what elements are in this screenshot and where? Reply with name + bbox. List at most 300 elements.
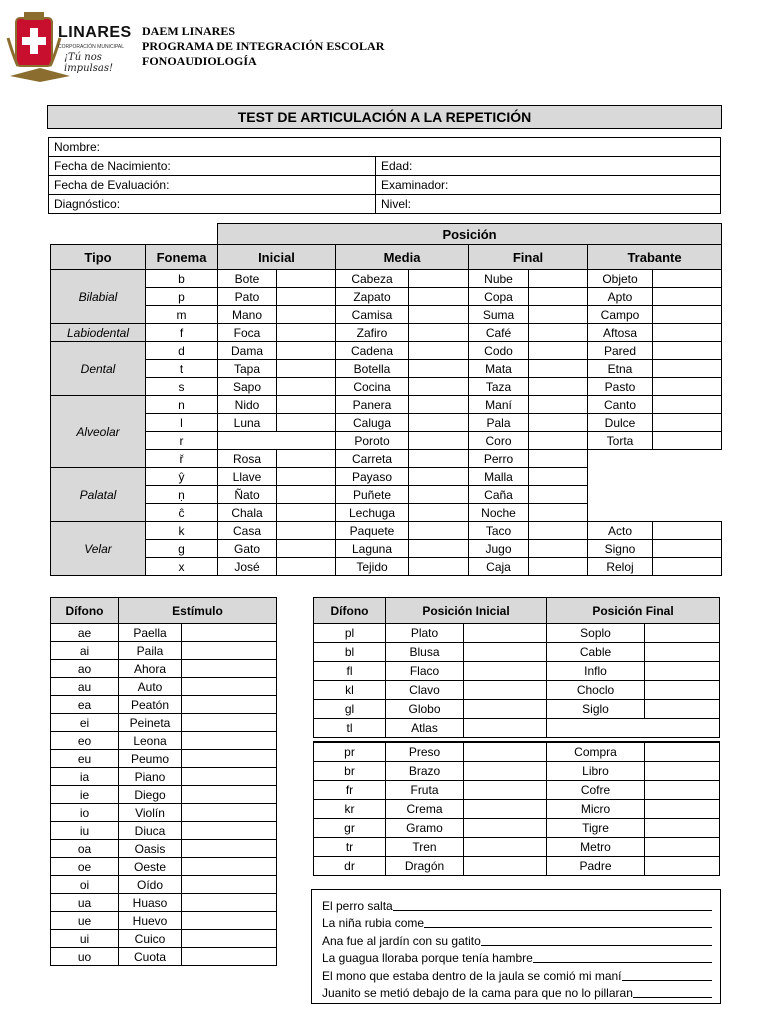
phoneme-cell: t [146, 360, 218, 378]
word-cell: Objeto [588, 270, 653, 288]
nombre-field[interactable]: Nombre: [49, 138, 721, 157]
answer-cell[interactable] [464, 624, 547, 643]
answer-cell[interactable] [645, 700, 720, 719]
word-cell: Casa [218, 522, 277, 540]
sentence-row [322, 895, 712, 913]
col-inicial: Inicial [218, 245, 336, 270]
word-cell: Pala [469, 414, 529, 432]
answer-cell[interactable] [464, 643, 547, 662]
answer-cell[interactable] [182, 714, 277, 732]
phoneme-row [51, 558, 722, 576]
answer-cell[interactable] [653, 360, 722, 378]
answer-cell[interactable] [277, 414, 336, 432]
answer-cell[interactable] [464, 781, 547, 800]
difono-cell: ia [51, 768, 119, 786]
answer-cell[interactable] [464, 762, 547, 781]
difono-row [51, 732, 277, 750]
category-cell: Palatal [51, 468, 146, 522]
initial-word-cell: Atlas [386, 719, 464, 738]
phoneme-row [51, 306, 722, 324]
answer-cell[interactable] [277, 486, 336, 504]
answer-cell[interactable] [182, 786, 277, 804]
phoneme-row [51, 360, 722, 378]
answer-cell[interactable] [409, 450, 469, 468]
answer-cell[interactable] [464, 662, 547, 681]
phoneme-cell: x [146, 558, 218, 576]
answer-cell[interactable] [645, 781, 720, 800]
word-cell: Perro [469, 450, 529, 468]
answer-cell[interactable] [645, 819, 720, 838]
fecha-evaluacion-field[interactable]: Fecha de Evaluación: [49, 176, 376, 195]
difono-row [51, 714, 277, 732]
difono-cell: ui [51, 930, 119, 948]
answer-cell[interactable] [653, 558, 722, 576]
phoneme-row [51, 414, 722, 432]
answer-cell[interactable] [529, 450, 588, 468]
difono-cell: oe [51, 858, 119, 876]
difono-cell: uo [51, 948, 119, 966]
answer-cell[interactable] [409, 468, 469, 486]
word-cell: Tapa [218, 360, 277, 378]
answer-cell[interactable] [277, 288, 336, 306]
answer-cell[interactable] [464, 719, 547, 738]
answer-cell[interactable] [653, 378, 722, 396]
answer-cell[interactable] [653, 522, 722, 540]
word-cell: Zapato [336, 288, 409, 306]
answer-cell[interactable] [277, 468, 336, 486]
difono-row [51, 786, 277, 804]
answer-cell[interactable] [529, 288, 588, 306]
phoneme-cell: n [146, 396, 218, 414]
phoneme-cell: l [146, 414, 218, 432]
phoneme-cell: ŷ [146, 468, 218, 486]
word-cell: Tejido [336, 558, 409, 576]
answer-cell[interactable] [464, 681, 547, 700]
final-word-cell: Tigre [547, 819, 645, 838]
answer-cell[interactable] [182, 642, 277, 660]
phoneme-cell: r [146, 432, 218, 450]
stimulus-cell: Auto [119, 678, 182, 696]
answer-cell[interactable] [277, 306, 336, 324]
word-cell: Noche [469, 504, 529, 522]
word-cell: Pasto [588, 378, 653, 396]
answer-cell[interactable] [409, 522, 469, 540]
answer-cell[interactable] [182, 678, 277, 696]
sentence-row [322, 983, 712, 1001]
answer-cell[interactable] [409, 486, 469, 504]
grupos-table [313, 597, 720, 876]
answer-line[interactable] [424, 927, 712, 928]
diagnostico-field[interactable]: Diagnóstico: [49, 195, 376, 214]
answer-cell[interactable] [529, 378, 588, 396]
sentence-row [322, 965, 712, 983]
answer-cell[interactable] [653, 414, 722, 432]
answer-cell[interactable] [277, 504, 336, 522]
word-cell: Panera [336, 396, 409, 414]
word-cell: Botella [336, 360, 409, 378]
difono-cell: ei [51, 714, 119, 732]
header-line-3: FONOAUDIOLOGÍA [142, 54, 257, 68]
answer-cell[interactable] [464, 742, 547, 762]
group-row [314, 624, 720, 643]
difono-row [51, 858, 277, 876]
examinador-field[interactable]: Examinador: [376, 176, 721, 195]
word-cell: Nube [469, 270, 529, 288]
word-cell: Foca [218, 324, 277, 342]
difono-cell: ua [51, 894, 119, 912]
group-cell: gr [314, 819, 386, 838]
answer-cell[interactable] [529, 522, 588, 540]
initial-word-cell: Gramo [386, 819, 464, 838]
group-cell: tr [314, 838, 386, 857]
sentence-row [322, 913, 712, 931]
phoneme-cell: p [146, 288, 218, 306]
col-fonema: Fonema [146, 245, 218, 270]
word-cell: Cadena [336, 342, 409, 360]
difono-cell: ea [51, 696, 119, 714]
col-posicion-inicial: Posición Inicial [386, 598, 547, 624]
group-row [314, 838, 720, 857]
answer-cell[interactable] [529, 324, 588, 342]
word-cell: Canto [588, 396, 653, 414]
sentence-row [322, 930, 712, 948]
word-cell: Luna [218, 414, 277, 432]
initial-word-cell: Clavo [386, 681, 464, 700]
difono-cell: io [51, 804, 119, 822]
phoneme-cell: g [146, 540, 218, 558]
difono-row [51, 930, 277, 948]
stimulus-cell: Leona [119, 732, 182, 750]
answer-cell[interactable] [653, 540, 722, 558]
group-cell: kl [314, 681, 386, 700]
word-cell: Codo [469, 342, 529, 360]
word-cell: Poroto [336, 432, 409, 450]
answer-cell[interactable] [182, 840, 277, 858]
answer-cell[interactable] [645, 681, 720, 700]
initial-word-cell: Flaco [386, 662, 464, 681]
phoneme-row [51, 450, 722, 468]
group-row [314, 819, 720, 838]
group-cell: fl [314, 662, 386, 681]
answer-cell[interactable] [645, 762, 720, 781]
answer-cell[interactable] [409, 504, 469, 522]
answer-cell[interactable] [653, 288, 722, 306]
col-grupo-difono: Dífono [314, 598, 386, 624]
word-cell: Bote [218, 270, 277, 288]
answer-cell[interactable] [409, 414, 469, 432]
logo-slogan: ¡Tú nos impulsas! [64, 52, 113, 74]
word-cell: Aftosa [588, 324, 653, 342]
empty-cell [588, 486, 722, 504]
answer-cell[interactable] [653, 270, 722, 288]
difono-row [51, 840, 277, 858]
initial-word-cell: Dragón [386, 857, 464, 876]
category-cell: Labiodental [51, 324, 146, 342]
word-cell: Sapo [218, 378, 277, 396]
answer-cell[interactable] [182, 876, 277, 894]
answer-cell[interactable] [645, 643, 720, 662]
answer-line[interactable] [481, 945, 712, 946]
word-cell: Camisa [336, 306, 409, 324]
edad-field[interactable]: Edad: [376, 157, 721, 176]
answer-cell[interactable] [409, 540, 469, 558]
answer-line[interactable] [622, 980, 712, 981]
difono-row [51, 750, 277, 768]
col-trabante: Trabante [588, 245, 722, 270]
answer-cell[interactable] [653, 342, 722, 360]
col-tipo: Tipo [51, 245, 146, 270]
stimulus-cell: Huevo [119, 912, 182, 930]
answer-cell[interactable] [645, 838, 720, 857]
answer-line[interactable] [393, 910, 712, 911]
difono-cell: au [51, 678, 119, 696]
word-cell: Signo [588, 540, 653, 558]
answer-cell[interactable] [277, 342, 336, 360]
word-cell: Pato [218, 288, 277, 306]
difono-row [51, 912, 277, 930]
answer-cell[interactable] [277, 270, 336, 288]
answer-cell[interactable] [182, 696, 277, 714]
group-row [314, 762, 720, 781]
answer-cell[interactable] [529, 504, 588, 522]
answer-cell[interactable] [182, 822, 277, 840]
answer-cell[interactable] [182, 858, 277, 876]
nivel-field[interactable]: Nivel: [376, 195, 721, 214]
word-cell: Etna [588, 360, 653, 378]
group-cell: br [314, 762, 386, 781]
answer-cell[interactable] [645, 662, 720, 681]
answer-cell[interactable] [529, 270, 588, 288]
initial-word-cell: Preso [386, 742, 464, 762]
final-word-cell: Padre [547, 857, 645, 876]
answer-cell[interactable] [409, 360, 469, 378]
answer-cell[interactable] [409, 432, 469, 450]
difonos-table [50, 597, 277, 966]
answer-cell[interactable] [182, 732, 277, 750]
answer-cell[interactable] [653, 306, 722, 324]
answer-cell[interactable] [464, 800, 547, 819]
initial-word-cell: Plato [386, 624, 464, 643]
answer-cell[interactable] [409, 378, 469, 396]
phoneme-cell: b [146, 270, 218, 288]
difono-cell: oi [51, 876, 119, 894]
answer-cell[interactable] [409, 324, 469, 342]
sentence-text: Ana fue al jardín con su gatito [322, 933, 481, 948]
difono-row [51, 804, 277, 822]
answer-cell[interactable] [182, 894, 277, 912]
stimulus-cell: Oeste [119, 858, 182, 876]
answer-cell[interactable] [529, 342, 588, 360]
answer-cell[interactable] [529, 396, 588, 414]
fecha-nacimiento-field[interactable]: Fecha de Nacimiento: [49, 157, 376, 176]
answer-cell[interactable] [182, 660, 277, 678]
answer-cell[interactable] [182, 912, 277, 930]
word-cell: Acto [588, 522, 653, 540]
answer-cell[interactable] [409, 288, 469, 306]
word-cell: Rosa [218, 450, 277, 468]
answer-cell[interactable] [645, 800, 720, 819]
difono-row [51, 768, 277, 786]
word-cell: Lechuga [336, 504, 409, 522]
difono-cell: eu [51, 750, 119, 768]
linares-logo [6, 8, 142, 84]
answer-cell[interactable] [529, 306, 588, 324]
answer-cell[interactable] [409, 558, 469, 576]
answer-cell[interactable] [277, 450, 336, 468]
col-posicion-final: Posición Final [547, 598, 720, 624]
phoneme-row [51, 486, 722, 504]
answer-cell[interactable] [529, 540, 588, 558]
answer-cell[interactable] [653, 432, 722, 450]
answer-cell[interactable] [409, 270, 469, 288]
difono-row [51, 678, 277, 696]
initial-word-cell: Tren [386, 838, 464, 857]
answer-cell[interactable] [464, 857, 547, 876]
empty-cell [588, 468, 722, 486]
answer-cell[interactable] [645, 624, 720, 643]
answer-line[interactable] [633, 997, 712, 998]
empty-cell [588, 504, 722, 522]
answer-cell[interactable] [182, 624, 277, 642]
answer-cell[interactable] [529, 432, 588, 450]
col-final: Final [469, 245, 588, 270]
answer-cell[interactable] [645, 742, 720, 762]
final-word-cell: Cable [547, 643, 645, 662]
posicion-header: Posición [218, 224, 722, 245]
answer-cell[interactable] [464, 819, 547, 838]
answer-cell[interactable] [277, 522, 336, 540]
col-estimulo: Estímulo [119, 598, 277, 624]
answer-cell[interactable] [182, 948, 277, 966]
initial-word-cell: Fruta [386, 781, 464, 800]
answer-cell[interactable] [529, 558, 588, 576]
difono-row [51, 876, 277, 894]
phoneme-cell: ṇ [146, 486, 218, 504]
difono-cell: iu [51, 822, 119, 840]
answer-cell[interactable] [529, 468, 588, 486]
word-cell: Jugo [469, 540, 529, 558]
phoneme-row [51, 468, 722, 486]
final-word-cell: Siglo [547, 700, 645, 719]
answer-cell[interactable] [277, 558, 336, 576]
stimulus-cell: Peatón [119, 696, 182, 714]
stimulus-cell: Oasis [119, 840, 182, 858]
word-cell: Ñato [218, 486, 277, 504]
word-cell: Maní [469, 396, 529, 414]
difono-cell: ie [51, 786, 119, 804]
phoneme-row [51, 270, 722, 288]
difono-row [51, 624, 277, 642]
final-word-cell: Cofre [547, 781, 645, 800]
answer-cell[interactable] [277, 324, 336, 342]
answer-cell[interactable] [277, 396, 336, 414]
initial-word-cell: Globo [386, 700, 464, 719]
answer-cell[interactable] [529, 360, 588, 378]
final-word-cell: Micro [547, 800, 645, 819]
difono-cell: eo [51, 732, 119, 750]
answer-cell[interactable] [529, 414, 588, 432]
sentence-text: La niña rubia come [322, 916, 425, 930]
answer-cell[interactable] [277, 378, 336, 396]
answer-cell[interactable] [645, 857, 720, 876]
page-title: TEST DE ARTICULACIÓN A LA REPETICIÓN [47, 105, 722, 129]
answer-cell[interactable] [277, 540, 336, 558]
answer-cell[interactable] [182, 750, 277, 768]
phoneme-row [51, 540, 722, 558]
sentence-row [322, 948, 712, 966]
answer-cell[interactable] [653, 396, 722, 414]
group-row [314, 700, 720, 719]
logo-subtext: CORPORACIÓN MUNICIPAL [58, 44, 125, 50]
group-row [314, 662, 720, 681]
group-row [314, 857, 720, 876]
word-cell: Nido [218, 396, 277, 414]
answer-cell[interactable] [409, 342, 469, 360]
word-cell: Gato [218, 540, 277, 558]
stimulus-cell: Cuota [119, 948, 182, 966]
answer-cell[interactable] [409, 396, 469, 414]
group-cell: kr [314, 800, 386, 819]
answer-cell[interactable] [464, 838, 547, 857]
group-row [314, 681, 720, 700]
answer-cell[interactable] [277, 360, 336, 378]
phoneme-row [51, 324, 722, 342]
word-cell: Campo [588, 306, 653, 324]
empty-cell [218, 432, 336, 450]
word-cell: Coro [469, 432, 529, 450]
stimulus-cell: Piano [119, 768, 182, 786]
phoneme-row [51, 342, 722, 360]
stimulus-cell: Cuico [119, 930, 182, 948]
word-cell: Cocina [336, 378, 409, 396]
phoneme-cell: f [146, 324, 218, 342]
answer-cell[interactable] [464, 700, 547, 719]
group-row [314, 800, 720, 819]
group-cell: fr [314, 781, 386, 800]
answer-line[interactable] [533, 962, 712, 963]
word-cell: Dulce [588, 414, 653, 432]
phoneme-row [51, 378, 722, 396]
category-cell: Bilabial [51, 270, 146, 324]
answer-cell[interactable] [182, 768, 277, 786]
word-cell: Apto [588, 288, 653, 306]
header-line-2: PROGRAMA DE INTEGRACIÓN ESCOLAR [142, 39, 385, 53]
difono-row [51, 894, 277, 912]
group-cell: gl [314, 700, 386, 719]
answer-cell[interactable] [182, 804, 277, 822]
stimulus-cell: Violín [119, 804, 182, 822]
word-cell: Café [469, 324, 529, 342]
group-cell: pr [314, 742, 386, 762]
difono-row [51, 642, 277, 660]
word-cell: Chala [218, 504, 277, 522]
stimulus-cell: Diego [119, 786, 182, 804]
word-cell: Torta [588, 432, 653, 450]
group-row [314, 643, 720, 662]
word-cell: Payaso [336, 468, 409, 486]
group-cell: pl [314, 624, 386, 643]
final-word-cell: Libro [547, 762, 645, 781]
answer-cell[interactable] [529, 486, 588, 504]
group-row [314, 719, 720, 738]
word-cell: Mata [469, 360, 529, 378]
answer-cell[interactable] [409, 306, 469, 324]
answer-cell[interactable] [182, 930, 277, 948]
header-line-1: DAEM LINARES [142, 24, 236, 38]
col-media: Media [336, 245, 469, 270]
stimulus-cell: Paella [119, 624, 182, 642]
answer-cell[interactable] [653, 324, 722, 342]
